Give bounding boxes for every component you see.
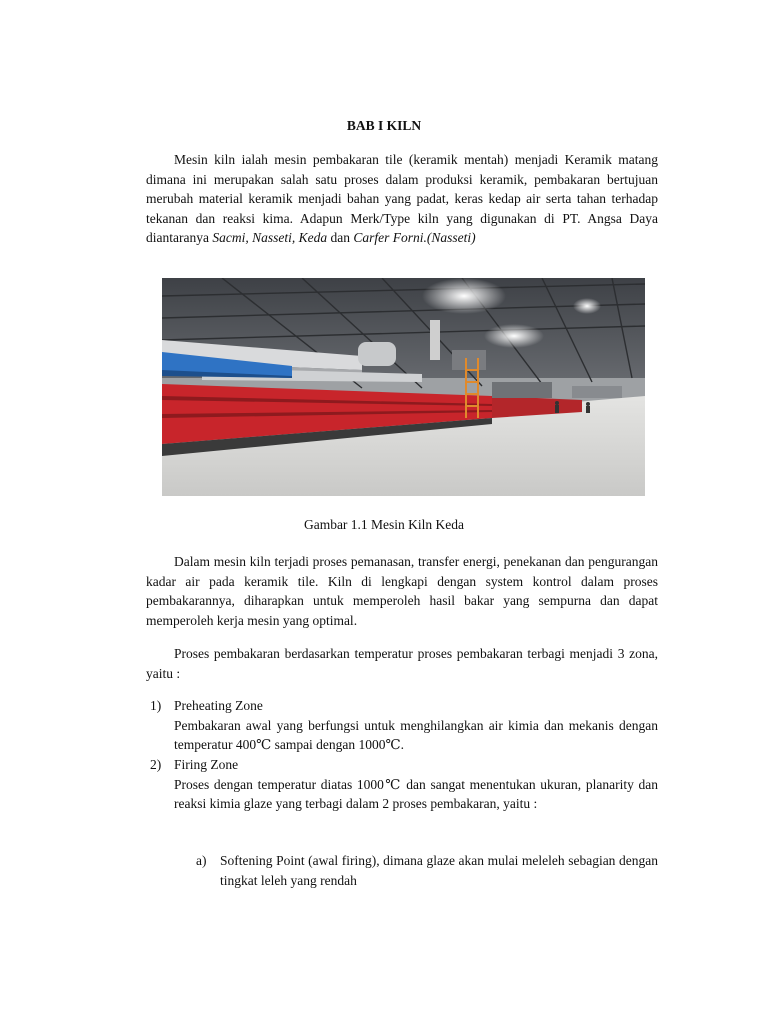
kiln-photo-illustration [162,278,645,496]
zone-content [174,696,658,755]
zone-item-2 [150,755,658,845]
subitem-a [196,851,658,893]
zone-number: 2) [150,757,162,772]
subitem-text: Softening Point (awal firing), dimana glaze akan mulai meleleh sebagian dengan tingkat leleh yang rendah [220,853,658,888]
paragraph-2: Dalam mesin kiln terjadi proses pemanasan, transfer energi, penekanan dan pengurangan kadar air pada keramik tile. Kiln di lengkapi dengan system kontrol dalam proses pembakarannya, diharapkan untuk memperoleh hasil bakar yang sempurna dan dapat memperoleh kerja mesin yang optimal. [146,554,658,628]
subitem-letter: a) [196,853,207,868]
intro-paragraph-block [146,150,658,248]
paragraph-3: Proses pembakaran berdasarkan temperatur proses pembakaran terbagi menjadi 3 zona, yaitu : [146,646,658,681]
zone-heading: Preheating Zone [174,698,263,713]
chapter-title: BAB I KILN [346,118,422,133]
paragraph-3-block [146,644,658,683]
figure-caption: Gambar 1.1 Mesin Kiln Keda [303,517,465,532]
zone-content [174,755,658,814]
zone-item-1 [150,696,658,756]
kiln-photo [162,278,645,496]
brand-list-1: Sacmi, Nasseti, Keda [212,230,328,245]
paragraph-2-block [146,552,658,630]
zone-body: Proses dengan temperatur diatas 1000℃ dan sangat menentukan ukuran, planarity dan reaksi kimia glaze yang terbagi dalam 2 proses pembakaran, yaitu : [174,776,658,811]
intro-text: Mesin kiln ialah mesin pembakaran tile (keramik mentah) menjadi Keramik matang dimana ini merupakan salah satu proses dalam produksi keramik, pembakaran bertujuan merubah material keramik menjadi bahan yang padat, keras kedap air serta tahan terhadap tekanan dan reaksi kima. Adapun Merk/Type kiln yang digunakan di PT. Angsa Daya diantaranya [146,152,658,245]
zone-heading: Firing Zone [174,757,239,772]
zone-number: 1) [150,698,162,713]
intro-paragraph [146,150,658,248]
conjunction: dan [327,230,354,245]
zone-body: Pembakaran awal yang berfungsi untuk menghilangkan air kimia dan mekanis dengan temperatur 400℃ sampai dengan 1000℃. [174,717,658,752]
brand-list-2: Carfer Forni.(Nasseti) [353,230,476,245]
